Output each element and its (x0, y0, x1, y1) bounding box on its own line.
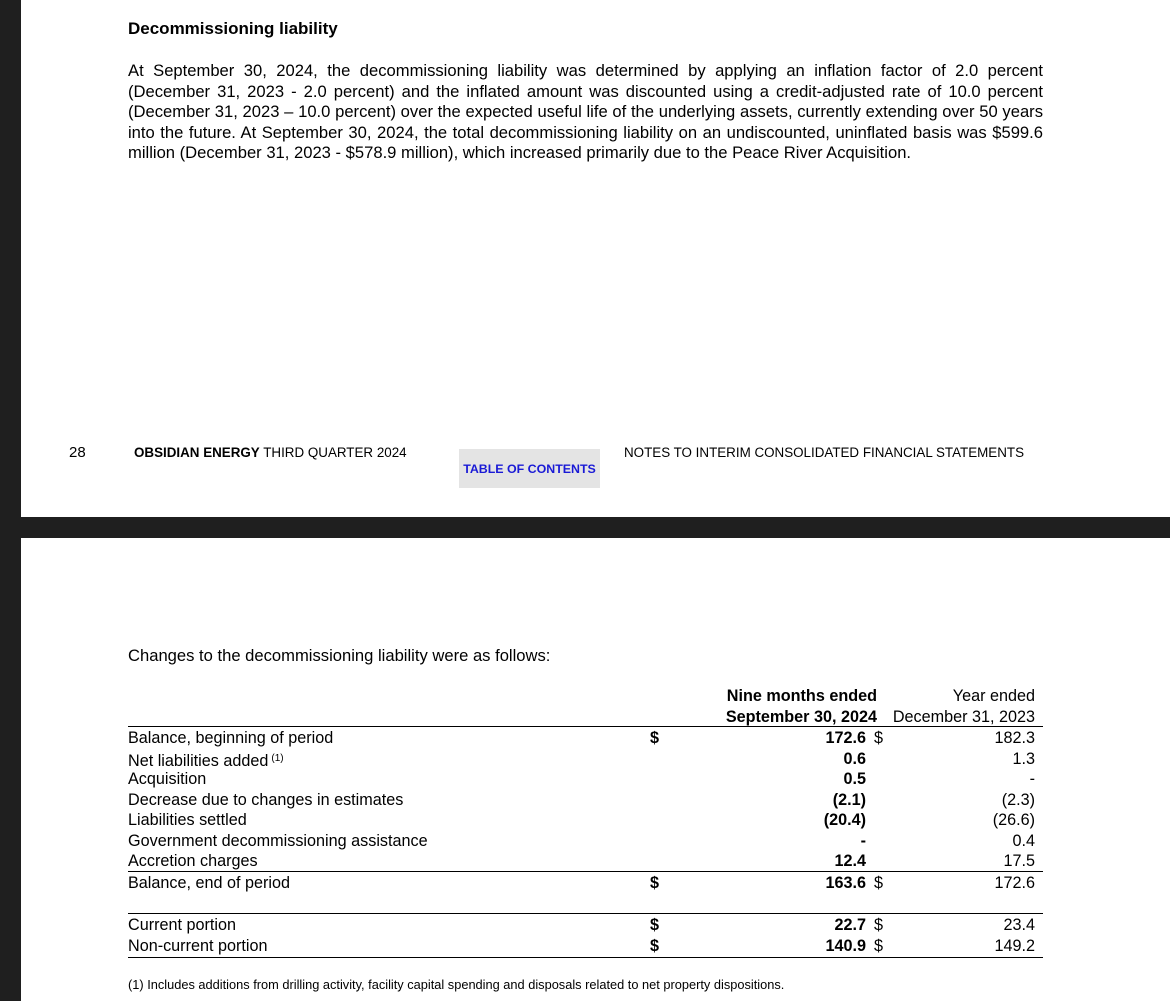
table-row (128, 915, 1043, 936)
currency-symbol: $ (650, 936, 660, 955)
value-2024: - (860, 831, 866, 850)
table-rule (128, 726, 1043, 727)
row-label: Government decommissioning assistance (128, 831, 428, 850)
row-label: Balance, beginning of period (128, 729, 334, 747)
table-rule (128, 957, 1043, 958)
value-2023: 149.2 (994, 936, 1035, 955)
table-of-contents-link[interactable]: TABLE OF CONTENTS (459, 449, 600, 488)
column-header-line: September 30, 2024 (725, 708, 877, 726)
value-2024: 140.9 (825, 936, 866, 955)
table-row (128, 769, 1043, 790)
column-header-line: Year ended (952, 687, 1035, 705)
footer-section-title: NOTES TO INTERIM CONSOLIDATED FINANCIAL STATEMENTS (624, 445, 1025, 460)
column-header-nine-months (726, 686, 877, 728)
currency-symbol: $ (650, 916, 660, 934)
body-paragraph: At September 30, 2024, the decommissioning liability was determined by applying an inflation factor of 2.0 percent (December 31, 2023 - 2.0 percent) and the inflated amount was discounted using a credit-adjusted rate of 10.0 percent (December 31, 2023 – 10.0 percent) over the expected useful life of the underlying assets, currently extending over 50 years into the future. At September 30, 2024, the total decommissioning liability on an undiscounted, uninflated basis was $599.6 million (December 31, 2023 - $578.9 million), which increased primarily due to the Peace River Acquisition. (128, 61, 1043, 162)
value-2023: 172.6 (994, 874, 1035, 892)
currency-symbol: $ (650, 729, 660, 747)
footnote-marker: (1) (271, 752, 284, 764)
value-2024: 12.4 (834, 852, 866, 870)
currency-symbol: $ (874, 936, 884, 955)
section-heading: Decommissioning liability (128, 19, 338, 38)
footnote: (1) Includes additions from drilling activity, facility capital spending and disposals related to net property dispositions. (128, 977, 785, 992)
value-2023: 23.4 (1003, 916, 1035, 934)
currency-symbol: $ (650, 874, 660, 892)
table-rule (128, 913, 1043, 914)
table-row (128, 749, 1043, 770)
table-row (128, 810, 1043, 831)
document-page-1 (21, 0, 1170, 517)
row-label: Accretion charges (128, 852, 258, 870)
value-2024: 0.5 (843, 770, 866, 788)
table-row (128, 728, 1043, 749)
row-label: Non-current portion (128, 936, 268, 955)
column-header-line: Nine months ended (726, 687, 877, 705)
value-2024: (2.1) (832, 790, 866, 809)
value-2023: 17.5 (1003, 852, 1035, 870)
table-row-total (128, 873, 1043, 894)
value-2024: (20.4) (823, 811, 866, 829)
report-period: THIRD QUARTER 2024 (263, 445, 407, 460)
value-2023: - (1029, 770, 1035, 788)
table-rule (128, 871, 1043, 872)
value-2024: 0.6 (843, 749, 866, 768)
row-label: Current portion (128, 916, 236, 934)
page-number: 28 (69, 444, 86, 461)
table-row (128, 790, 1043, 811)
value-2023: 0.4 (1012, 831, 1035, 850)
row-label: Acquisition (128, 770, 207, 788)
row-label: Balance, end of period (128, 874, 290, 892)
row-label (128, 749, 284, 772)
footer-company (134, 445, 407, 460)
row-label: Liabilities settled (128, 811, 247, 829)
value-2023: 182.3 (994, 729, 1035, 747)
currency-symbol: $ (874, 916, 884, 934)
currency-symbol: $ (874, 874, 884, 892)
table-row (128, 831, 1043, 852)
company-name: OBSIDIAN ENERGY (134, 445, 260, 460)
table-intro: Changes to the decommissioning liability were as follows: (128, 646, 551, 665)
table-row (128, 936, 1043, 957)
column-header-line: December 31, 2023 (892, 708, 1035, 726)
value-2024: 163.6 (825, 874, 866, 892)
row-label: Decrease due to changes in estimates (128, 790, 404, 809)
value-2024: 172.6 (825, 729, 866, 747)
value-2023: (2.3) (1001, 790, 1035, 809)
currency-symbol: $ (874, 729, 884, 747)
value-2024: 22.7 (834, 916, 866, 934)
row-label-text: Net liabilities added (128, 751, 269, 770)
column-header-year-ended (893, 686, 1035, 728)
document-page-2 (21, 538, 1170, 1001)
value-2023: (26.6) (992, 811, 1035, 829)
value-2023: 1.3 (1012, 749, 1035, 768)
table-row (128, 851, 1043, 872)
